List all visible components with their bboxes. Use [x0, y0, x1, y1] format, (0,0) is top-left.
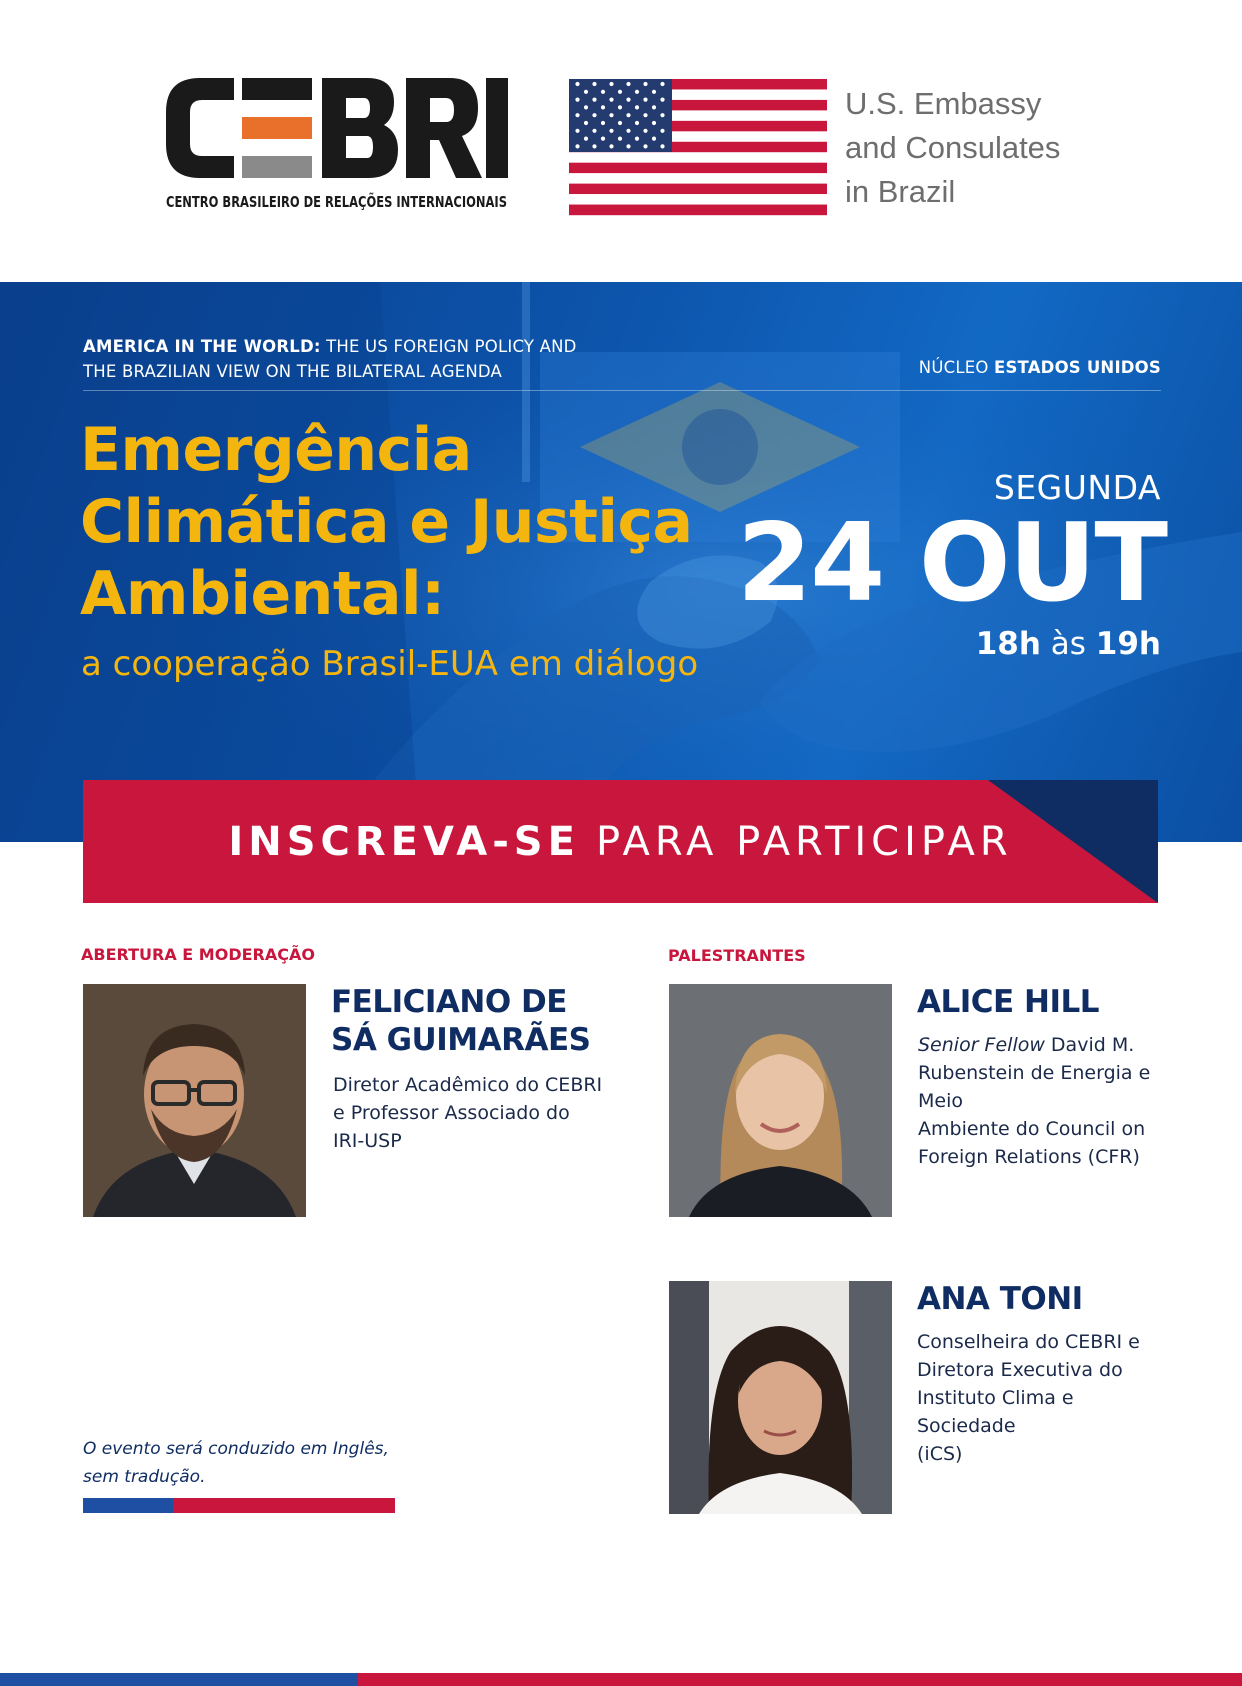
- event-date: 24 OUT: [736, 501, 1166, 626]
- flag-star: [575, 129, 579, 133]
- speaker-role-line: Instituto Clima e Sociedade: [917, 1387, 1074, 1437]
- flag-star: [609, 98, 613, 102]
- event-title-line: Emergência: [80, 415, 472, 485]
- moderator-name: [331, 983, 611, 1059]
- register-label-bold: INSCREVA-SE: [228, 818, 580, 865]
- series-title-bold: AMERICA IN THE WORLD:: [83, 337, 321, 356]
- flag-star: [575, 113, 579, 117]
- flag-star: [660, 113, 664, 117]
- flag-star: [626, 98, 630, 102]
- speaker-role-line: [918, 1031, 1198, 1059]
- speaker-photo-feliciano: [83, 984, 306, 1217]
- speaker-photo-alice-hill: [669, 984, 892, 1217]
- flag-star: [609, 144, 613, 148]
- accent-bar-red: [173, 1498, 395, 1513]
- speaker-role-italic: Senior Fellow: [918, 1034, 1045, 1056]
- hero-divider: [83, 390, 1161, 391]
- embassy-line: U.S. Embassy: [845, 86, 1042, 121]
- moderator-role-line: IRI-USP: [333, 1130, 402, 1152]
- moderator-role-line: e Professor Associado do: [333, 1102, 570, 1124]
- language-note-line: O evento será conduzido em Inglês,: [83, 1439, 389, 1459]
- nucleo-label: [919, 358, 1161, 377]
- flag-star: [626, 129, 630, 133]
- flag-star: [635, 137, 639, 141]
- event-time: [976, 626, 1161, 662]
- flag-star: [635, 121, 639, 125]
- flag-star: [584, 137, 588, 141]
- flag-star: [652, 105, 656, 109]
- language-note: [83, 1435, 403, 1491]
- event-subtitle: a cooperação Brasil-EUA em diálogo: [81, 644, 699, 684]
- flag-stripe: [569, 173, 827, 184]
- event-time-separator: às: [1040, 626, 1096, 662]
- flag-star: [643, 98, 647, 102]
- speaker-role-line: Diretora Executiva do: [917, 1359, 1123, 1381]
- flag-star: [609, 113, 613, 117]
- speaker-role-line: Ambiente do Council on: [918, 1118, 1146, 1140]
- flag-star: [626, 82, 630, 86]
- moderator-role: [333, 1071, 603, 1155]
- speaker-name-ana-toni: ANA TONI: [917, 1281, 1083, 1317]
- nucleo-name: ESTADOS UNIDOS: [993, 358, 1161, 377]
- flag-star: [592, 98, 596, 102]
- flag-star: [609, 129, 613, 133]
- event-time-end: 19h: [1095, 626, 1161, 662]
- series-title: [83, 334, 577, 384]
- event-title: [80, 414, 720, 630]
- flag-star: [660, 129, 664, 133]
- language-note-line: sem tradução.: [83, 1467, 206, 1487]
- moderator-name-line: SÁ GUIMARÃES: [331, 1022, 591, 1058]
- flag-star: [626, 113, 630, 117]
- flag-star: [652, 90, 656, 94]
- flag-star: [601, 121, 605, 125]
- flag-star: [584, 90, 588, 94]
- flag-star: [643, 144, 647, 148]
- speaker-role-line: Conselheira do CEBRI e: [917, 1331, 1140, 1353]
- flag-stripe: [569, 205, 827, 216]
- flag-star: [584, 105, 588, 109]
- nucleo-prefix: NÚCLEO: [918, 358, 994, 377]
- speaker-role-alice-hill: [918, 1031, 1198, 1171]
- flag-star: [652, 121, 656, 125]
- embassy-line: and Consulates: [845, 130, 1061, 165]
- flag-stripe: [569, 194, 827, 205]
- event-weekday: SEGUNDA: [993, 468, 1161, 507]
- flag-star: [643, 129, 647, 133]
- register-label: [83, 780, 1158, 903]
- speaker-name-alice-hill: ALICE HILL: [917, 984, 1099, 1020]
- speaker-role-ana-toni: [917, 1328, 1177, 1468]
- flag-star: [592, 129, 596, 133]
- flag-star: [609, 82, 613, 86]
- series-title-line2: THE BRAZILIAN VIEW ON THE BILATERAL AGENDA: [83, 362, 502, 381]
- flag-star: [575, 144, 579, 148]
- flag-star: [618, 105, 622, 109]
- flag-star: [592, 144, 596, 148]
- flag-star: [652, 137, 656, 141]
- flag-stripe: [569, 152, 827, 163]
- speaker-role-line: Foreign Relations (CFR): [918, 1146, 1140, 1168]
- moderator-name-line: FELICIANO DE: [331, 984, 567, 1020]
- accent-bar: [83, 1498, 395, 1513]
- register-button[interactable]: [83, 780, 1158, 903]
- flag-star: [601, 90, 605, 94]
- embassy-line: in Brazil: [845, 174, 956, 209]
- series-title-line1: THE US FOREIGN POLICY AND: [320, 337, 577, 356]
- speakers-section-label: PALESTRANTES: [668, 946, 806, 965]
- footer-bar-red: [358, 1673, 1242, 1686]
- accent-bar-blue: [83, 1498, 173, 1513]
- cebri-tagline: CENTRO BRASILEIRO DE RELAÇÕES INTERNACIONAIS: [166, 193, 611, 211]
- flag-star: [584, 121, 588, 125]
- flag-star: [635, 105, 639, 109]
- flag-stripe: [569, 184, 827, 195]
- flag-stripe: [569, 163, 827, 174]
- flag-star: [643, 113, 647, 117]
- register-label-rest: PARA PARTICIPAR: [595, 818, 1013, 865]
- hero-banner: [0, 282, 1242, 842]
- moderation-section-label: ABERTURA E MODERAÇÃO: [81, 945, 315, 964]
- moderator-role-line: Diretor Acadêmico do CEBRI: [333, 1074, 603, 1096]
- cebri-logo: [162, 70, 611, 220]
- flag-star: [660, 144, 664, 148]
- speaker-role-line: (iCS): [917, 1443, 963, 1465]
- flag-star: [601, 105, 605, 109]
- flag-star: [635, 90, 639, 94]
- flag-star: [592, 113, 596, 117]
- flag-star: [618, 90, 622, 94]
- flag-star: [660, 82, 664, 86]
- us-embassy-logo-text: [845, 82, 1060, 214]
- event-time-start: 18h: [975, 626, 1041, 662]
- flag-star: [626, 144, 630, 148]
- flag-star: [592, 82, 596, 86]
- speaker-role-line: Rubenstein de Energia e Meio: [918, 1062, 1151, 1112]
- flag-star: [643, 82, 647, 86]
- flag-star: [660, 98, 664, 102]
- speaker-role-text: David M.: [1044, 1034, 1135, 1056]
- flag-star: [618, 121, 622, 125]
- flag-star: [618, 137, 622, 141]
- footer-bar: [0, 1673, 1242, 1686]
- speaker-photo-ana-toni: [669, 1281, 892, 1514]
- flag-star: [575, 98, 579, 102]
- footer-bar-blue: [0, 1673, 358, 1686]
- event-title-line: Ambiental:: [80, 559, 445, 629]
- flag-star: [601, 137, 605, 141]
- flag-star: [575, 82, 579, 86]
- us-flag-icon: [569, 79, 827, 215]
- event-title-line: Climática e Justiça: [80, 487, 693, 557]
